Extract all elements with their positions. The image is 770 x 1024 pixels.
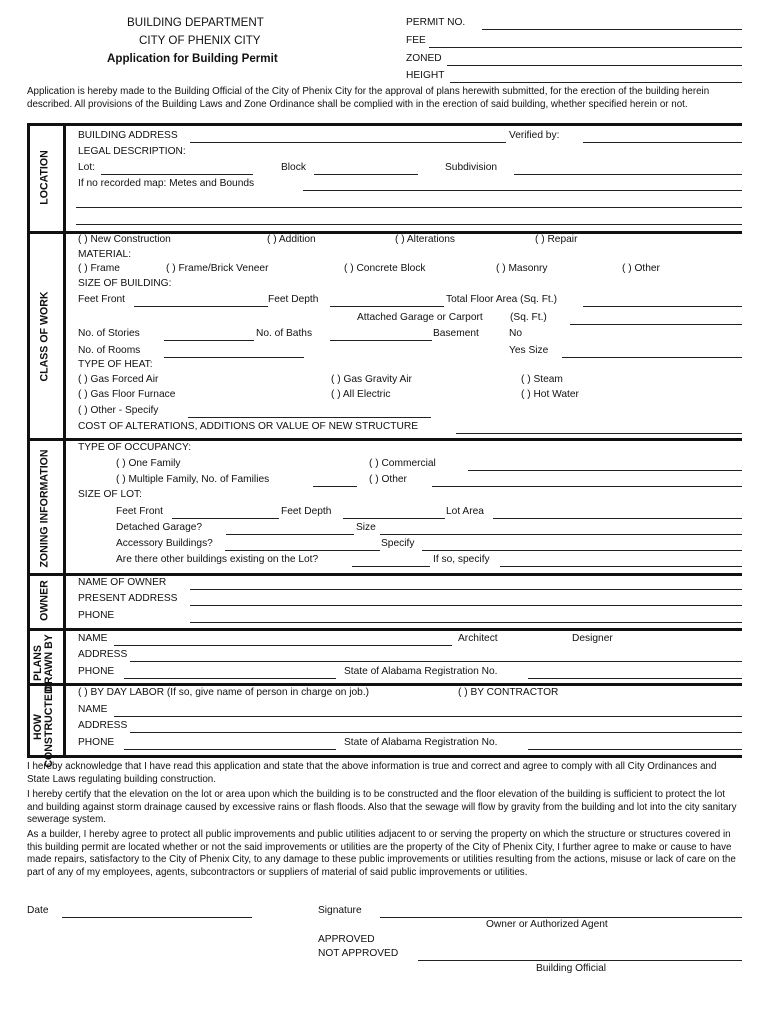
section-owner: OWNER: [38, 580, 51, 621]
no-baths-label: No. of Baths: [256, 328, 313, 339]
section-zoning: ZONING INFORMATION: [38, 449, 51, 568]
new-construction-option[interactable]: ( ) New Construction: [78, 234, 171, 245]
frame-bottom: [27, 755, 742, 758]
how-registration-label: State of Alabama Registration No.: [344, 737, 498, 748]
accessory-buildings-label: Accessory Buildings?: [116, 538, 213, 549]
divider-2: [27, 438, 742, 441]
not-approved-label: NOT APPROVED: [318, 948, 399, 959]
plans-line-2: DRAWN BY: [43, 634, 55, 692]
garage-sqft-field[interactable]: [570, 324, 742, 325]
no-stories-label: No. of Stories: [78, 328, 140, 339]
no-baths-field[interactable]: [330, 340, 432, 341]
detached-garage-field[interactable]: [226, 534, 354, 535]
type-of-heat-label: TYPE OF HEAT:: [78, 359, 153, 370]
frame-top: [27, 123, 742, 126]
feet-front-label: Feet Front: [78, 294, 125, 305]
verified-by-field[interactable]: [583, 142, 742, 143]
intro-paragraph: Application is hereby made to the Building Official of the City of Phenix City for the approval of plans herewith submitted, for the erection of the building herein described. All provisions of the Building Laws and Zone Ordinance shall be complied with in the erection of said building, whether specified herein or not.: [27, 86, 710, 110]
plans-address-field[interactable]: [130, 661, 742, 662]
zoned-label: ZONED: [406, 53, 442, 64]
building-official-caption: Building Official: [536, 963, 607, 974]
multiple-family-option[interactable]: ( ) Multiple Family, No. of Families: [116, 474, 270, 485]
owner-phone-label: PHONE: [78, 610, 115, 621]
no-families-field[interactable]: [313, 486, 357, 487]
date-label: Date: [27, 905, 49, 916]
lot-area-field[interactable]: [493, 518, 742, 519]
lot-feet-front-field[interactable]: [172, 518, 279, 519]
feet-depth-field[interactable]: [330, 306, 444, 307]
how-phone-field[interactable]: [124, 749, 336, 750]
owner-phone-field[interactable]: [190, 622, 742, 623]
lot-field[interactable]: [101, 174, 253, 175]
lot-feet-front-label: Feet Front: [116, 506, 163, 517]
all-electric-option[interactable]: ( ) All Electric: [331, 389, 391, 400]
plans-phone-label: PHONE: [78, 666, 115, 677]
total-floor-area-label: Total Floor Area (Sq. Ft.): [446, 294, 557, 305]
frame-brick-option[interactable]: ( ) Frame/Brick Veneer: [166, 263, 269, 274]
heat-other-field[interactable]: [188, 417, 431, 418]
metes-bounds-line-3[interactable]: [76, 224, 742, 225]
plans-phone-field[interactable]: [124, 678, 336, 679]
type-of-occupancy-label: TYPE OF OCCUPANCY:: [78, 442, 192, 453]
attached-garage-label: Attached Garage or Carport: [357, 312, 483, 323]
no-rooms-field[interactable]: [164, 357, 304, 358]
metes-bounds-label: If no recorded map: Metes and Bounds: [78, 178, 255, 189]
how-line-2: CONSTRUCTED: [43, 686, 55, 768]
divider-4: [27, 628, 742, 631]
accessory-specify-field[interactable]: [422, 550, 742, 551]
one-family-option[interactable]: ( ) One Family: [116, 458, 181, 469]
height-label: HEIGHT: [406, 70, 445, 81]
commercial-option[interactable]: ( ) Commercial: [369, 458, 436, 469]
frame-option[interactable]: ( ) Frame: [78, 263, 120, 274]
block-label: Block: [281, 162, 306, 173]
height-field[interactable]: [450, 82, 742, 83]
plans-address-label: ADDRESS: [78, 649, 128, 660]
accessory-buildings-field[interactable]: [225, 550, 380, 551]
basement-yes-size-label: Yes Size: [509, 345, 549, 356]
section-class-of-work: CLASS OF WORK: [38, 291, 51, 382]
basement-no-option[interactable]: No: [509, 328, 523, 339]
owner-address-field[interactable]: [190, 605, 742, 606]
detached-garage-label: Detached Garage?: [116, 522, 203, 533]
owner-agent-caption: Owner or Authorized Agent: [486, 919, 608, 930]
metes-bounds-field[interactable]: [303, 190, 742, 191]
material-other-option[interactable]: ( ) Other: [622, 263, 660, 274]
plans-registration-label: State of Alabama Registration No.: [344, 666, 498, 677]
how-phone-label: PHONE: [78, 737, 115, 748]
block-field[interactable]: [314, 174, 418, 175]
signature-field[interactable]: [380, 917, 742, 918]
legal-description-label: LEGAL DESCRIPTION:: [78, 146, 186, 157]
building-address-label: BUILDING ADDRESS: [78, 130, 178, 141]
if-so-specify-field[interactable]: [500, 566, 742, 567]
permit-no-label: PERMIT NO.: [406, 17, 466, 28]
concrete-block-option[interactable]: ( ) Concrete Block: [344, 263, 426, 274]
acknowledge-paragraph: I hereby acknowledge that I have read this application and state that the above information is true and correct and agree to comply with all City Ordinances and State Laws regulating building construction.: [27, 761, 717, 785]
dept-heading: BUILDING DEPARTMENT: [127, 16, 264, 29]
plans-name-field[interactable]: [114, 645, 452, 646]
size-of-lot-label: SIZE OF LOT:: [78, 489, 142, 500]
no-rooms-label: No. of Rooms: [78, 345, 141, 356]
plans-name-label: NAME: [78, 633, 108, 644]
section-location: LOCATION: [38, 150, 51, 205]
how-line-1: HOW: [32, 714, 44, 740]
how-address-field[interactable]: [130, 732, 742, 733]
builder-paragraph: As a builder, I hereby agree to protect all public improvements and public utilities adjacent to or serving the property on which the structure or structures covered in this building permit are located whether or not the said improvements or utilities are the property of the City of Phenix City, I further agree to make or cause to have made repairs, satisfactory to the City of Phenix City, to any damage to these public improvements or utilities resulting from the actions, misuse or lack of care on the part of any of my employees, agents, subcontractors or suppliers of material of said public improvements or utilities.: [27, 829, 736, 878]
certify-paragraph: I hereby certify that the elevation on the lot or area upon which the building is to be constructed and the floor elevation of the building is sufficient to protect the lot and building against storm drainage caused by excessive rains or flash floods. Also that the sewage will flow by gravity from the building and lot into the city sanitary sewerage system.: [27, 789, 737, 826]
addition-option[interactable]: ( ) Addition: [267, 234, 316, 245]
owner-address-label: PRESENT ADDRESS: [78, 593, 178, 604]
owner-name-label: NAME OF OWNER: [78, 577, 167, 588]
material-label: MATERIAL:: [78, 249, 132, 260]
subdivision-field[interactable]: [514, 174, 742, 175]
how-name-field[interactable]: [114, 716, 742, 717]
heat-other-option[interactable]: ( ) Other - Specify: [78, 405, 159, 416]
zoned-field[interactable]: [447, 65, 742, 66]
no-stories-field[interactable]: [164, 340, 254, 341]
fee-field[interactable]: [429, 47, 742, 48]
metes-bounds-line-2[interactable]: [76, 207, 742, 208]
garage-sqft-label: (Sq. Ft.): [510, 312, 547, 323]
building-official-field[interactable]: [418, 960, 742, 961]
lot-label: Lot:: [78, 162, 95, 173]
architect-option[interactable]: Architect: [458, 633, 498, 644]
feet-front-field[interactable]: [134, 306, 268, 307]
lot-feet-depth-field[interactable]: [343, 518, 445, 519]
gas-floor-furnace-option[interactable]: ( ) Gas Floor Furnace: [78, 389, 176, 400]
date-field[interactable]: [62, 917, 252, 918]
steam-option[interactable]: ( ) Steam: [521, 374, 563, 385]
occupancy-other-field[interactable]: [432, 486, 742, 487]
how-name-label: NAME: [78, 704, 108, 715]
masonry-option[interactable]: ( ) Masonry: [496, 263, 548, 274]
garage-size-field[interactable]: [380, 534, 742, 535]
other-buildings-field[interactable]: [352, 566, 430, 567]
day-labor-option[interactable]: ( ) BY DAY LABOR (If so, give name of person in charge on job.): [78, 687, 370, 698]
owner-name-field[interactable]: [190, 589, 742, 590]
verified-by-label: Verified by:: [509, 130, 560, 141]
how-registration-field[interactable]: [528, 749, 742, 750]
garage-size-label: Size: [356, 522, 376, 533]
lot-feet-depth-label: Feet Depth: [281, 506, 332, 517]
basement-label: Basement: [433, 328, 479, 339]
city-heading: CITY OF PHENIX CITY: [139, 34, 261, 47]
building-address-field[interactable]: [190, 142, 506, 143]
form-title: Application for Building Permit: [107, 52, 278, 65]
total-floor-area-field[interactable]: [583, 306, 742, 307]
designer-option[interactable]: Designer: [572, 633, 613, 644]
signature-label: Signature: [318, 905, 362, 916]
feet-depth-label: Feet Depth: [268, 294, 319, 305]
other-buildings-label: Are there other buildings existing on the Lot?: [116, 554, 319, 565]
lot-area-label: Lot Area: [446, 506, 484, 517]
fee-label: FEE: [406, 35, 426, 46]
repair-option[interactable]: ( ) Repair: [535, 234, 578, 245]
size-of-building-label: SIZE OF BUILDING:: [78, 278, 172, 289]
approved-label: APPROVED: [318, 934, 375, 945]
hot-water-option[interactable]: ( ) Hot Water: [521, 389, 579, 400]
permit-no-field[interactable]: [482, 29, 742, 30]
commercial-field[interactable]: [468, 470, 742, 471]
plans-registration-field[interactable]: [528, 678, 742, 679]
divider-5: [27, 683, 742, 686]
gas-gravity-air-option[interactable]: ( ) Gas Gravity Air: [331, 374, 412, 385]
alterations-option[interactable]: ( ) Alterations: [395, 234, 456, 245]
if-so-specify-label: If so, specify: [433, 554, 490, 565]
basement-size-field[interactable]: [562, 357, 742, 358]
gas-forced-air-option[interactable]: ( ) Gas Forced Air: [78, 374, 159, 385]
plans-line-1: PLANS: [32, 645, 44, 681]
divider-3: [27, 573, 742, 576]
occupancy-other-option[interactable]: ( ) Other: [369, 474, 407, 485]
contractor-option[interactable]: ( ) BY CONTRACTOR: [458, 687, 559, 698]
cost-field[interactable]: [456, 433, 742, 434]
accessory-specify-label: Specify: [381, 538, 415, 549]
cost-label: COST OF ALTERATIONS, ADDITIONS OR VALUE OF NEW STRUCTURE: [78, 421, 418, 432]
subdivision-label: Subdivision: [445, 162, 498, 173]
how-address-label: ADDRESS: [78, 720, 128, 731]
